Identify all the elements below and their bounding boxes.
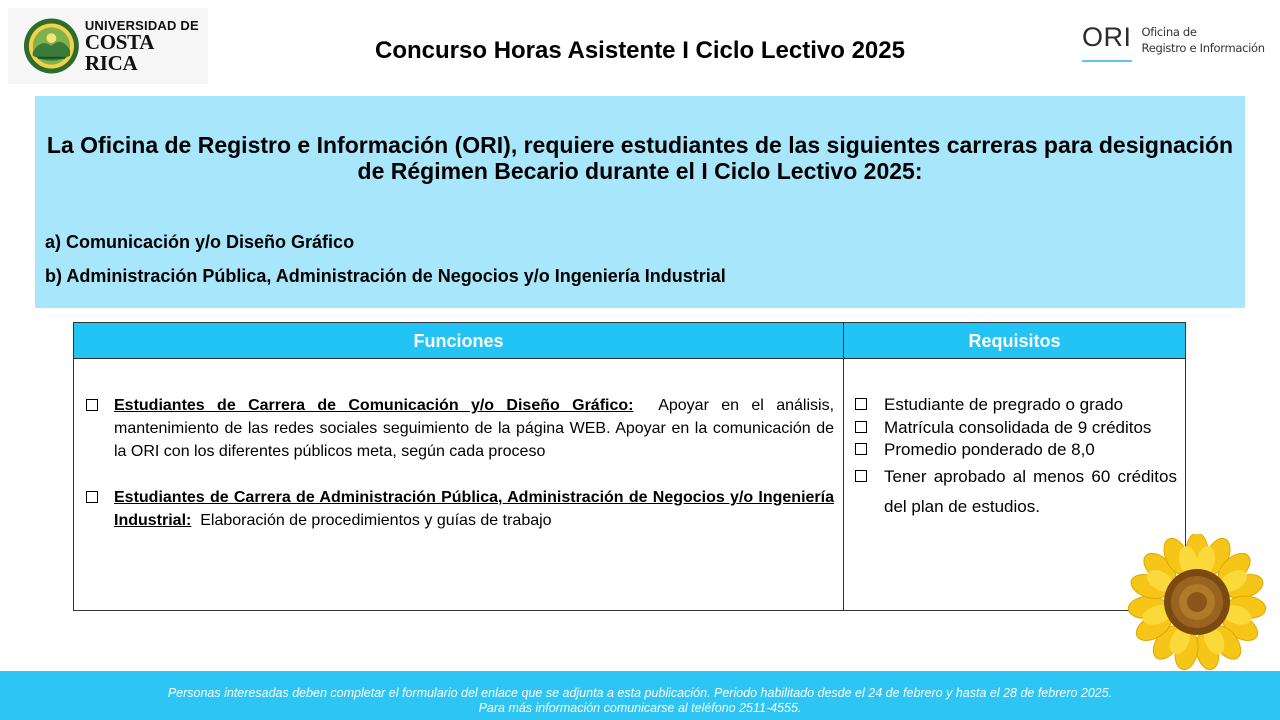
funcion-text: Elaboración de procedimientos y guías de trabajo (200, 512, 552, 529)
ori-sub-line2: Registro e Información (1141, 41, 1265, 55)
requisito-text: Promedio ponderado de 8,0 (884, 440, 1095, 459)
checkbox-bullet-icon (855, 443, 867, 455)
ucr-name-line1: UNIVERSIDAD DE (84, 17, 199, 33)
footer-line2: Para más información comunicarse al teléfono 2511-4555. (478, 701, 802, 715)
header-requisitos: Requisitos (968, 331, 1061, 351)
intro-heading: La Oficina de Registro e Información (ORI), requiere estudiantes de las siguientes carreras para designación de Régimen Becario durante el I Ciclo Lectivo 2025: (46, 132, 1234, 184)
requisitos-cell (853, 394, 1177, 522)
checkbox-bullet-icon (855, 398, 867, 410)
funcion-item (84, 486, 834, 532)
requisito-text: Tener aprobado al menos 60 créditos del plan de estudios. (884, 466, 1177, 516)
funcion-item (84, 394, 834, 463)
requisito-text: Estudiante de pregrado o grado (884, 395, 1124, 414)
column-divider (843, 323, 844, 610)
checkbox-bullet-icon (855, 421, 867, 433)
checkbox-bullet-icon (855, 470, 867, 482)
intro-item-b: b) Administración Pública, Administración de Negocios y/o Ingeniería Industrial (45, 266, 726, 286)
funcion-title: Estudiantes de Carrera de Administración Pública, Administración de Negocios y/o Ingeniería Industrial: (114, 489, 834, 529)
funcion-text: Apoyar en el análisis, mantenimiento de las redes sociales seguimiento de la página WEB. Apoyar en la comunicación de la ORI con los diferentes públicos meta, según cada proceso (114, 397, 835, 460)
ucr-name-line2: COSTA RICA (84, 29, 153, 75)
intro-panel (35, 96, 1245, 308)
header-funciones: Funciones (413, 331, 504, 351)
functions-requirements-table (73, 322, 1186, 611)
ori-mark: ORI (1082, 22, 1132, 62)
requisito-item (853, 462, 1177, 522)
intro-item-a: a) Comunicación y/o Diseño Gráfico (45, 232, 355, 252)
page-title: Concurso Horas Asistente I Ciclo Lectivo 2025 (375, 37, 905, 64)
funciones-cell (84, 394, 834, 532)
requisito-text: Matrícula consolidada de 9 créditos (884, 417, 1152, 437)
footer-line1: Personas interesadas deben completar el formulario del enlace que se adjunta a esta publicación. Periodo habilitado desde el 24 de febrero y hasta el 28 de febrero 2025. (167, 686, 1113, 700)
ori-sub-line1: Oficina de (1141, 25, 1197, 39)
requisito-item (853, 417, 1177, 440)
checkbox-bullet-icon (86, 491, 98, 503)
sunflower-icon (1124, 534, 1270, 670)
checkbox-bullet-icon (86, 399, 98, 411)
requisito-item (853, 394, 1177, 417)
table-header (74, 323, 1185, 359)
footer-bar (0, 671, 1280, 720)
ori-logo (1082, 22, 1265, 66)
funcion-title: Estudiantes de Carrera de Comunicación y/o Diseño Gráfico: (114, 397, 634, 414)
requisito-item (853, 439, 1177, 462)
